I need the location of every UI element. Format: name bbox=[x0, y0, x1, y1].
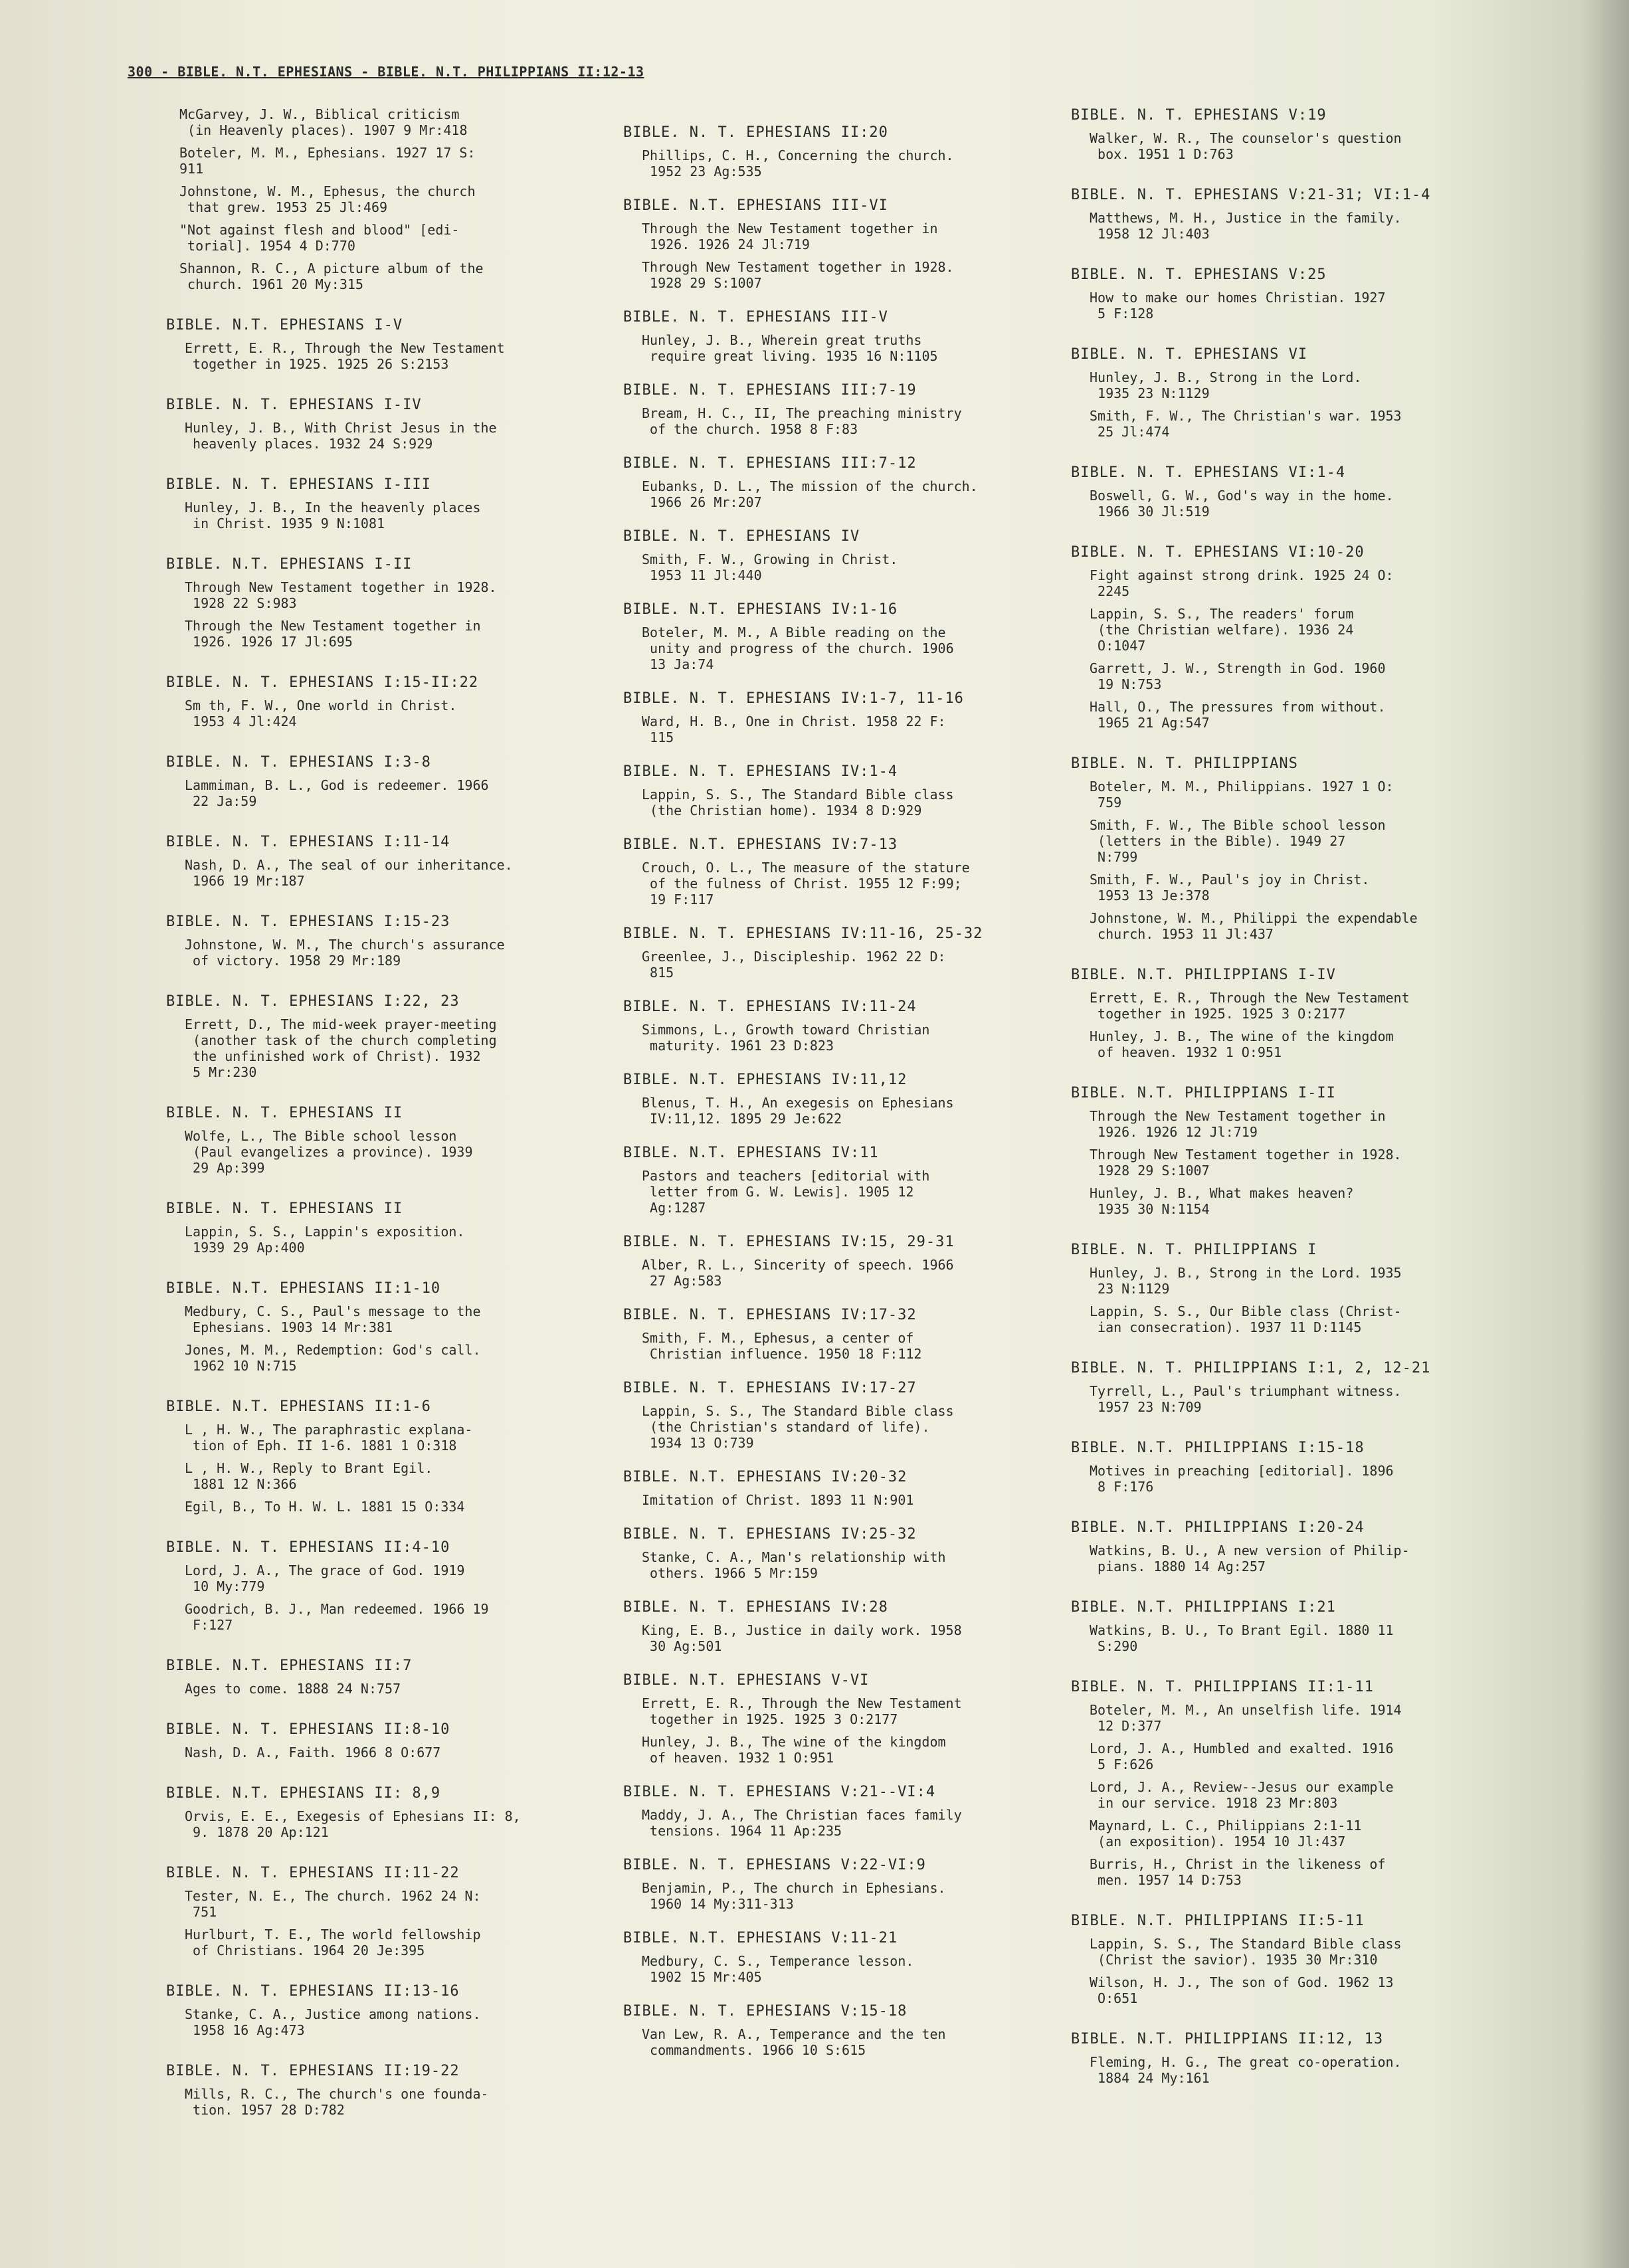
citation: Smith, F. W., Paul's joy in Christ. 1953 13 Je:378 bbox=[1090, 872, 1370, 903]
entry-heading: BIBLE. N.T. PHILIPPIANS II:12, 13 bbox=[1071, 2031, 1384, 2047]
entry-heading: BIBLE. N.T. EPHESIANS V:11-21 bbox=[623, 1930, 898, 1946]
entry-heading: BIBLE. N.T. PHILIPPIANS I-IV bbox=[1071, 967, 1336, 983]
citation: Hunley, J. B., Wherein great truths require great living. 1935 16 N:1105 bbox=[642, 332, 938, 364]
index-entry bbox=[623, 381, 1088, 437]
citation: Van Lew, R. A., Temperance and the ten commandments. 1966 10 S:615 bbox=[642, 2026, 946, 2058]
citation: Ward, H. B., One in Christ. 1958 22 F: 115 bbox=[642, 713, 946, 745]
entry-heading: BIBLE. N. T. EPHESIANS IV:25-32 bbox=[623, 1526, 917, 1543]
index-entry bbox=[623, 925, 1088, 981]
entry-heading: BIBLE. N.T. EPHESIANS II: 8,9 bbox=[166, 1785, 441, 1802]
index-entry bbox=[166, 1104, 631, 1176]
citation: Through New Testament together in 1928. 1928 29 S:1007 bbox=[642, 259, 954, 291]
entry-heading: BIBLE. N. T. EPHESIANS II:19-22 bbox=[166, 2063, 460, 2079]
citation: Johnstone, W. M., Philippi the expendable church. 1953 11 Jl:437 bbox=[1090, 910, 1418, 942]
index-entry bbox=[623, 601, 1088, 672]
index-entry bbox=[1071, 755, 1536, 942]
citation: Through the New Testament together in 1926. 1926 17 Jl:695 bbox=[185, 618, 481, 650]
entry-heading: BIBLE. N.T. EPHESIANS IV:20-32 bbox=[623, 1469, 908, 1485]
entry-heading: BIBLE. N. T. EPHESIANS II:4-10 bbox=[166, 1539, 450, 1556]
index-entry bbox=[623, 1468, 1088, 1508]
index-entry bbox=[1071, 2030, 1536, 2086]
citation: Medbury, C. S., Paul's message to the Ephesians. 1903 14 Mr:381 bbox=[185, 1303, 481, 1335]
index-entry bbox=[1071, 1241, 1536, 1335]
entry-heading: BIBLE. N. T. PHILIPPIANS bbox=[1071, 755, 1298, 772]
citation: Lappin, S. S., The readers' forum (the Christian welfare). 1936 24 O:1047 bbox=[1090, 606, 1354, 654]
index-entry bbox=[1071, 966, 1536, 1060]
citation: Garrett, J. W., Strength in God. 1960 19 N:753 bbox=[1090, 660, 1386, 692]
entry-heading: BIBLE. N. T. EPHESIANS IV:17-27 bbox=[623, 1380, 917, 1396]
entry-heading: BIBLE. N. T. EPHESIANS III:7-12 bbox=[623, 455, 917, 472]
citation: Imitation of Christ. 1893 11 N:901 bbox=[642, 1492, 914, 1508]
index-entry bbox=[166, 1657, 631, 1697]
citation: Tyrrell, L., Paul's triumphant witness. 1957 23 N:709 bbox=[1090, 1383, 1402, 1415]
entry-heading: BIBLE. N. T. EPHESIANS V:21--VI:4 bbox=[623, 1784, 936, 1800]
citation: Errett, E. R., Through the New Testament together in 1925. 1925 3 O:2177 bbox=[642, 1695, 962, 1727]
citation: Walker, W. R., The counselor's question box. 1951 1 D:763 bbox=[1090, 130, 1402, 162]
entry-heading: BIBLE. N.T. EPHESIANS IV:7-13 bbox=[623, 836, 898, 853]
index-entry bbox=[623, 527, 1088, 583]
column-2 bbox=[623, 106, 1088, 2065]
citation: Lord, J. A., The grace of God. 1919 10 My:779 bbox=[185, 1562, 465, 1594]
entry-heading: BIBLE. N.T. PHILIPPIANS II:5-11 bbox=[1071, 1913, 1365, 1929]
entry-heading: BIBLE. N. T. EPHESIANS III:7-19 bbox=[623, 382, 917, 399]
index-entry bbox=[623, 998, 1088, 1054]
entry-heading: BIBLE. N. T. EPHESIANS I:3-8 bbox=[166, 754, 431, 771]
citation: Lappin, S. S., The Standard Bible class (the Christian's standard of life). 1934 13 O:739 bbox=[642, 1403, 954, 1451]
citation: Boteler, M. M., Philippians. 1927 1 O: 759 bbox=[1090, 779, 1394, 810]
entry-heading: BIBLE. N. T. EPHESIANS IV:11-16, 25-32 bbox=[623, 925, 983, 942]
index-entry bbox=[166, 476, 631, 531]
entry-heading: BIBLE. N.T. PHILIPPIANS I-II bbox=[1071, 1085, 1336, 1101]
citation: Greenlee, J., Discipleship. 1962 22 D: 815 bbox=[642, 949, 946, 981]
entry-heading: BIBLE. N.T. PHILIPPIANS I:20-24 bbox=[1071, 1519, 1365, 1536]
entry-heading: BIBLE. N. T. EPHESIANS V:15-18 bbox=[623, 2003, 908, 2020]
index-entry bbox=[166, 753, 631, 809]
entry-heading: BIBLE. N. T. EPHESIANS IV bbox=[623, 528, 860, 545]
entry-heading: BIBLE. N. T. EPHESIANS IV:28 bbox=[623, 1599, 888, 1616]
index-entry bbox=[166, 992, 631, 1080]
index-entry bbox=[166, 316, 631, 372]
citation: Nash, D. A., Faith. 1966 8 O:677 bbox=[185, 1745, 441, 1760]
entry-heading: BIBLE. N. T. EPHESIANS IV:1-7, 11-16 bbox=[623, 690, 964, 707]
index-entry bbox=[623, 2002, 1088, 2058]
citation: King, E. B., Justice in daily work. 1958 30 Ag:501 bbox=[642, 1622, 962, 1654]
citation: Hunley, J. B., In the heavenly places in Christ. 1935 9 N:1081 bbox=[185, 500, 481, 531]
index-entry bbox=[166, 1279, 631, 1374]
index-entry bbox=[166, 2062, 631, 2118]
citation: Through the New Testament together in 1926. 1926 24 Jl:719 bbox=[642, 221, 938, 252]
index-entry bbox=[623, 308, 1088, 364]
entry-heading: BIBLE. N.T. EPHESIANS III-VI bbox=[623, 197, 888, 214]
entry-heading: BIBLE. N.T. EPHESIANS V-VI bbox=[623, 1672, 870, 1689]
entry-heading: BIBLE. N. T. EPHESIANS I:15-23 bbox=[166, 913, 450, 930]
entry-heading: BIBLE. N. T. EPHESIANS V:25 bbox=[1071, 266, 1327, 283]
citation: Egil, B., To H. W. L. 1881 15 O:334 bbox=[185, 1499, 465, 1515]
citation: Benjamin, P., The church in Ephesians. 1960 14 My:311-313 bbox=[642, 1880, 946, 1912]
citation: Lammiman, B. L., God is redeemer. 1966 22 Ja:59 bbox=[185, 777, 489, 809]
entry-heading: BIBLE. N. T. EPHESIANS III-V bbox=[623, 309, 888, 326]
entry-heading: BIBLE. N.T. EPHESIANS IV:11,12 bbox=[623, 1072, 908, 1088]
entry-heading: BIBLE. N. T. EPHESIANS V:21-31; VI:1-4 bbox=[1071, 187, 1431, 203]
entry-heading: BIBLE. N. T. EPHESIANS IV:1-4 bbox=[623, 763, 898, 780]
citation: Errett, E. R., Through the New Testament together in 1925. 1925 3 O:2177 bbox=[1090, 990, 1410, 1022]
citation: Hunley, J. B., The wine of the kingdom of heaven. 1932 1 O:951 bbox=[1090, 1028, 1394, 1060]
entry-heading: BIBLE. N. T. EPHESIANS V:19 bbox=[1071, 107, 1327, 124]
entry-heading: BIBLE. N. T. EPHESIANS VI:1-4 bbox=[1071, 464, 1346, 481]
citation: Wilson, H. J., The son of God. 1962 13 O:651 bbox=[1090, 1974, 1394, 2006]
index-entry bbox=[623, 1306, 1088, 1362]
index-entry bbox=[1071, 266, 1536, 322]
entry-heading: BIBLE. N. T. EPHESIANS IV:11-24 bbox=[623, 998, 917, 1015]
citation: Hunley, J. B., The wine of the kingdom of heaven. 1932 1 O:951 bbox=[642, 1734, 946, 1766]
index-entry bbox=[166, 1539, 631, 1633]
index-entry bbox=[623, 1071, 1088, 1127]
citation: Matthews, M. H., Justice in the family. 1958 12 Jl:403 bbox=[1090, 210, 1402, 242]
index-entry bbox=[166, 555, 631, 650]
citation: Hunley, J. B., Strong in the Lord. 1935 23 N:1129 bbox=[1090, 1265, 1402, 1297]
column-1 bbox=[166, 106, 631, 2125]
index-entry bbox=[1071, 543, 1536, 731]
citation: Blenus, T. H., An exegesis on Ephesians IV:11,12. 1895 29 Je:622 bbox=[642, 1095, 954, 1127]
entry-heading: BIBLE. N.T. PHILIPPIANS I:21 bbox=[1071, 1599, 1336, 1616]
index-entry bbox=[166, 1864, 631, 1958]
index-entry bbox=[1071, 1678, 1536, 1888]
index-entry bbox=[623, 197, 1088, 291]
citation: Jones, M. M., Redemption: God's call. 1962 10 N:715 bbox=[185, 1342, 481, 1374]
citation: Errett, E. R., Through the New Testament together in 1925. 1925 26 S:2153 bbox=[185, 340, 505, 372]
index-entry bbox=[166, 833, 631, 889]
citation: How to make our homes Christian. 1927 5 F:128 bbox=[1090, 290, 1386, 322]
citation: Johnstone, W. M., The church's assurance of victory. 1958 29 Mr:189 bbox=[185, 937, 505, 969]
entry-heading: BIBLE. N.T. EPHESIANS I-II bbox=[166, 556, 413, 573]
index-entry bbox=[166, 1200, 631, 1256]
citation: Boswell, G. W., God's way in the home. 1966 30 Jl:519 bbox=[1090, 488, 1394, 520]
index-entry bbox=[1071, 1359, 1536, 1415]
citation: Lappin, S. S., Our Bible class (Christ- ian consecration). 1937 11 D:1145 bbox=[1090, 1303, 1402, 1335]
entry-heading: BIBLE. N. T. PHILIPPIANS I:1, 2, 12-21 bbox=[1071, 1360, 1431, 1376]
citation: Boteler, M. M., A Bible reading on the unity and progress of the church. 1906 13 Ja:74 bbox=[642, 624, 954, 672]
index-entry bbox=[166, 674, 631, 729]
entry-heading: BIBLE. N. T. EPHESIANS VI:10-20 bbox=[1071, 544, 1365, 561]
entry-heading: BIBLE. N. T. EPHESIANS I-III bbox=[166, 476, 431, 493]
citation: Johnstone, W. M., Ephesus, the church that grew. 1953 25 Jl:469 bbox=[179, 183, 476, 215]
entry-heading: BIBLE. N. T. EPHESIANS II:11-22 bbox=[166, 1865, 460, 1881]
citation: Lappin, S. S., The Standard Bible class (the Christian home). 1934 8 D:929 bbox=[642, 787, 954, 818]
index-entry bbox=[166, 106, 631, 292]
citation: Smith, F. W., Growing in Christ. 1953 11 Jl:440 bbox=[642, 551, 898, 583]
index-entry bbox=[623, 1379, 1088, 1451]
entry-heading: BIBLE. N.T. EPHESIANS IV:11 bbox=[623, 1145, 879, 1161]
index-entry bbox=[623, 1233, 1088, 1289]
index-entry bbox=[623, 1783, 1088, 1839]
index-entry bbox=[1071, 1912, 1536, 2006]
citation: Medbury, C. S., Temperance lesson. 1902 15 Mr:405 bbox=[642, 1953, 914, 1985]
index-entry bbox=[1071, 345, 1536, 440]
citation: L , H. W., Reply to Brant Egil. 1881 12 N:366 bbox=[185, 1460, 433, 1492]
citation: Alber, R. L., Sincerity of speech. 1966 27 Ag:583 bbox=[642, 1257, 954, 1289]
index-entry bbox=[623, 124, 1088, 179]
index-entry bbox=[623, 1144, 1088, 1216]
index-entry bbox=[166, 1398, 631, 1515]
citation: Mills, R. C., The church's one founda- tion. 1957 28 D:782 bbox=[185, 2086, 489, 2118]
citation: Goodrich, B. J., Man redeemed. 1966 19 F:127 bbox=[185, 1601, 489, 1633]
citation: Hunley, J. B., What makes heaven? 1935 30 N:1154 bbox=[1090, 1185, 1354, 1217]
citation: Simmons, L., Growth toward Christian maturity. 1961 23 D:823 bbox=[642, 1022, 930, 1054]
citation: Boteler, M. M., Ephesians. 1927 17 S: 911 bbox=[179, 145, 476, 177]
citation: Stanke, C. A., Justice among nations. 1958 16 Ag:473 bbox=[185, 2006, 481, 2038]
index-entry bbox=[166, 1982, 631, 2038]
citation: Shannon, R. C., A picture album of the church. 1961 20 My:315 bbox=[179, 260, 484, 292]
index-entry bbox=[1071, 186, 1536, 242]
index-entry bbox=[1071, 1598, 1536, 1654]
citation: McGarvey, J. W., Biblical criticism (in Heavenly places). 1907 9 Mr:418 bbox=[179, 106, 468, 138]
index-entry bbox=[623, 690, 1088, 745]
index-entry bbox=[1071, 464, 1536, 520]
index-entry bbox=[623, 1525, 1088, 1581]
citation: Watkins, B. U., A new version of Philip- pians. 1880 14 Ag:257 bbox=[1090, 1543, 1410, 1574]
entry-heading: BIBLE. N. T. EPHESIANS V:22-VI:9 bbox=[623, 1857, 926, 1873]
entry-heading: BIBLE. N. T. EPHESIANS VI bbox=[1071, 346, 1308, 363]
entry-heading: BIBLE. N.T. EPHESIANS II:7 bbox=[166, 1657, 413, 1674]
entry-heading: BIBLE. N.T. PHILIPPIANS I:15-18 bbox=[1071, 1440, 1365, 1456]
entry-heading: BIBLE. N. T. EPHESIANS II bbox=[166, 1200, 403, 1217]
citation: Burris, H., Christ in the likeness of men. 1957 14 D:753 bbox=[1090, 1856, 1386, 1888]
entry-heading: BIBLE. N. T. EPHESIANS II:20 bbox=[623, 124, 888, 141]
entry-heading: BIBLE. N. T. EPHESIANS I-IV bbox=[166, 397, 422, 413]
citation: Lord, J. A., Review--Jesus our example in our service. 1918 23 Mr:803 bbox=[1090, 1779, 1394, 1811]
citation: "Not against flesh and blood" [edi- torial]. 1954 4 D:770 bbox=[179, 222, 460, 254]
entry-heading: BIBLE. N.T. EPHESIANS II:1-6 bbox=[166, 1398, 431, 1415]
citation: Smith, F. M., Ephesus, a center of Christian influence. 1950 18 F:112 bbox=[642, 1330, 922, 1362]
entry-heading: BIBLE. N. T. EPHESIANS II:8-10 bbox=[166, 1721, 450, 1738]
index-entry bbox=[1071, 1084, 1536, 1217]
citation: Fleming, H. G., The great co-operation. 1884 24 My:161 bbox=[1090, 2054, 1402, 2086]
running-head: 300 - BIBLE. N.T. EPHESIANS - BIBLE. N.T. PHILIPPIANS II:12-13 bbox=[128, 64, 644, 80]
citation: Smith, F. W., The Christian's war. 1953 25 Jl:474 bbox=[1090, 408, 1402, 440]
citation: Smith, F. W., The Bible school lesson (letters in the Bible). 1949 27 N:799 bbox=[1090, 817, 1386, 865]
entry-heading: BIBLE. N. T. EPHESIANS IV:15, 29-31 bbox=[623, 1234, 955, 1250]
entry-heading: BIBLE. N. T. PHILIPPIANS I bbox=[1071, 1242, 1317, 1258]
citation: Ages to come. 1888 24 N:757 bbox=[185, 1681, 401, 1697]
entry-heading: BIBLE. N. T. EPHESIANS I:22, 23 bbox=[166, 993, 460, 1010]
index-entry bbox=[623, 836, 1088, 907]
index-entry bbox=[166, 913, 631, 969]
citation: Nash, D. A., The seal of our inheritance. 1966 19 Mr:187 bbox=[185, 857, 513, 889]
citation: Sm th, F. W., One world in Christ. 1953 4 Jl:424 bbox=[185, 698, 457, 729]
citation: Hunley, J. B., Strong in the Lord. 1935 23 N:1129 bbox=[1090, 369, 1362, 401]
index-entry bbox=[623, 763, 1088, 818]
citation: Hall, O., The pressures from without. 1965 21 Ag:547 bbox=[1090, 699, 1386, 731]
citation: Hunley, J. B., With Christ Jesus in the heavenly places. 1932 24 S:929 bbox=[185, 420, 497, 452]
citation: Lappin, S. S., Lappin's exposition. 1939 29 Ap:400 bbox=[185, 1224, 465, 1256]
citation: Watkins, B. U., To Brant Egil. 1880 11 S:290 bbox=[1090, 1622, 1394, 1654]
entry-heading: BIBLE. N.T. EPHESIANS I-V bbox=[166, 317, 403, 333]
index-entry bbox=[623, 1856, 1088, 1912]
citation: Through New Testament together in 1928. 1928 22 S:983 bbox=[185, 579, 497, 611]
citation: Boteler, M. M., An unselfish life. 1914 12 D:377 bbox=[1090, 1702, 1402, 1734]
index-entry bbox=[166, 396, 631, 452]
index-entry bbox=[166, 1784, 631, 1840]
column-3 bbox=[1071, 106, 1536, 2093]
citation: Lappin, S. S., The Standard Bible class (Christ the savior). 1935 30 Mr:310 bbox=[1090, 1936, 1402, 1968]
citation: L , H. W., The paraphrastic explana- tion of Eph. II 1-6. 1881 1 O:318 bbox=[185, 1422, 473, 1454]
citation: Through New Testament together in 1928. 1928 29 S:1007 bbox=[1090, 1147, 1402, 1179]
citation: Eubanks, D. L., The mission of the church. 1966 26 Mr:207 bbox=[642, 478, 978, 510]
entry-heading: BIBLE. N. T. EPHESIANS IV:17-32 bbox=[623, 1307, 917, 1323]
citation: Bream, H. C., II, The preaching ministry of the church. 1958 8 F:83 bbox=[642, 405, 962, 437]
citation: Motives in preaching [editorial]. 1896 8 F:176 bbox=[1090, 1463, 1394, 1495]
index-entry bbox=[1071, 1519, 1536, 1574]
page-edge-shadow bbox=[1582, 0, 1629, 2268]
citation: Errett, D., The mid-week prayer-meeting (another task of the church completing the unfinished work of Christ). 1932 5 Mr:230 bbox=[185, 1016, 497, 1080]
index-entry bbox=[623, 1598, 1088, 1654]
citation: Fight against strong drink. 1925 24 O: 2245 bbox=[1090, 567, 1394, 599]
citation: Lord, J. A., Humbled and exalted. 1916 5 F:626 bbox=[1090, 1741, 1394, 1772]
citation: Through the New Testament together in 1926. 1926 12 Jl:719 bbox=[1090, 1108, 1386, 1140]
citation: Crouch, O. L., The measure of the stature of the fulness of Christ. 1955 12 F:99; 19 F:117 bbox=[642, 860, 970, 907]
citation: Orvis, E. E., Exegesis of Ephesians II: 8, 9. 1878 20 Ap:121 bbox=[185, 1808, 521, 1840]
index-entry bbox=[1071, 1439, 1536, 1495]
entry-heading: BIBLE. N. T. EPHESIANS II bbox=[166, 1105, 403, 1121]
entry-heading: BIBLE. N. T. EPHESIANS II:13-16 bbox=[166, 1983, 460, 2000]
citation: Phillips, C. H., Concerning the church. 1952 23 Ag:535 bbox=[642, 147, 954, 179]
citation: Stanke, C. A., Man's relationship with others. 1966 5 Mr:159 bbox=[642, 1549, 946, 1581]
index-entry bbox=[623, 1671, 1088, 1766]
entry-heading: BIBLE. N. T. EPHESIANS I:11-14 bbox=[166, 834, 450, 850]
citation: Maddy, J. A., The Christian faces family tensions. 1964 11 Ap:235 bbox=[642, 1807, 962, 1839]
index-entry bbox=[1071, 106, 1536, 162]
entry-heading: BIBLE. N. T. PHILIPPIANS II:1-11 bbox=[1071, 1679, 1374, 1695]
entry-heading: BIBLE. N. T. EPHESIANS I:15-II:22 bbox=[166, 674, 479, 691]
citation: Hurlburt, T. E., The world fellowship of Christians. 1964 20 Je:395 bbox=[185, 1927, 481, 1958]
citation: Tester, N. E., The church. 1962 24 N: 751 bbox=[185, 1888, 481, 1920]
entry-heading: BIBLE. N.T. EPHESIANS IV:1-16 bbox=[623, 601, 898, 618]
index-entry bbox=[623, 454, 1088, 510]
index-entry bbox=[166, 1721, 631, 1760]
citation: Pastors and teachers [editorial with letter from G. W. Lewis]. 1905 12 Ag:1287 bbox=[642, 1168, 930, 1216]
citation: Maynard, L. C., Philippians 2:1-11 (an exposition). 1954 10 Jl:437 bbox=[1090, 1818, 1362, 1849]
citation: Wolfe, L., The Bible school lesson (Paul evangelizes a province). 1939 29 Ap:399 bbox=[185, 1128, 473, 1176]
index-entry bbox=[623, 1929, 1088, 1985]
entry-heading: BIBLE. N.T. EPHESIANS II:1-10 bbox=[166, 1280, 441, 1297]
